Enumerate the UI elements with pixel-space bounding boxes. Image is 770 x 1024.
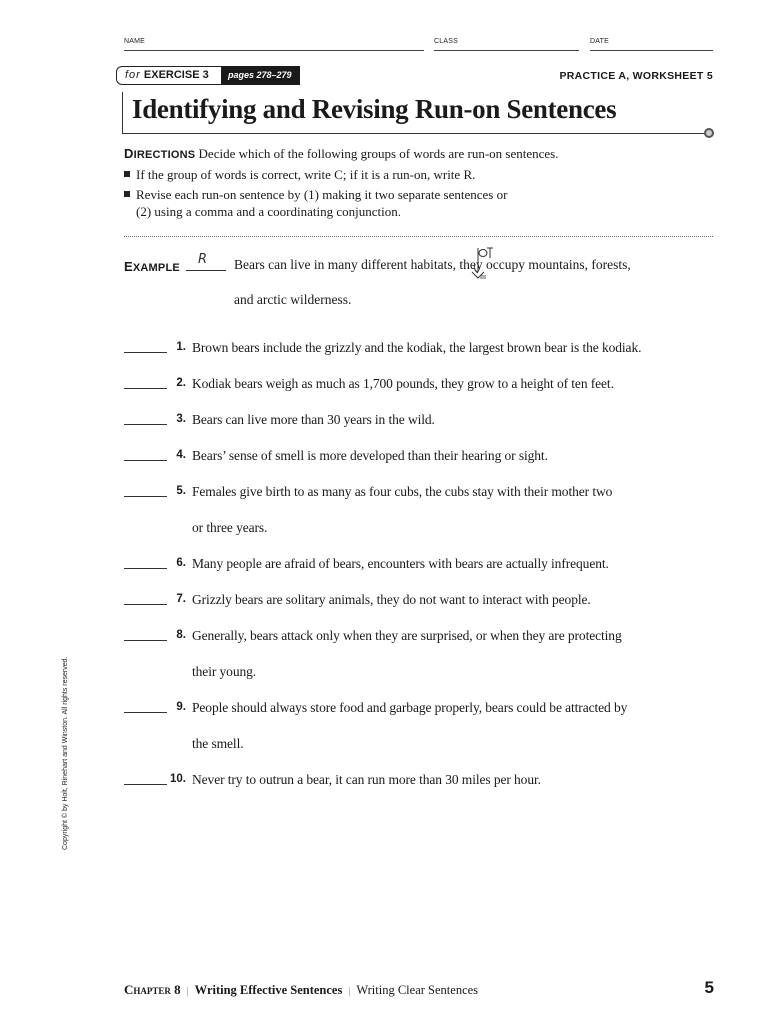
date-field-line[interactable] <box>590 50 713 51</box>
item-text: Grizzly bears are solitary animals, they do not want to interact with people. <box>192 592 591 607</box>
answer-blank[interactable] <box>124 460 167 461</box>
title-rule <box>122 133 706 134</box>
for-label: for <box>125 69 141 81</box>
example-answer: R <box>198 252 208 267</box>
practice-label: PRACTICE A, WORKSHEET 5 <box>559 70 713 82</box>
name-label: NAME <box>124 38 146 45</box>
item-number: 2. <box>176 377 186 389</box>
copyright-notice: Copyright © by Holt, Rinehart and Winston. All rights reserved. <box>62 656 69 850</box>
item-number: 4. <box>176 449 186 461</box>
answer-blank[interactable] <box>124 496 167 497</box>
title-divider-vertical <box>122 92 123 134</box>
item-text: the smell. <box>192 736 244 751</box>
example-line-1: Bears can live in many different habitats, they occupy mountains, forests, <box>234 257 631 272</box>
item-text: Brown bears include the grizzly and the kodiak, the largest brown bear is the kodiak. <box>192 340 642 355</box>
proofreading-mark-icon <box>466 242 500 282</box>
answer-blank[interactable] <box>124 352 167 353</box>
answer-blank[interactable] <box>124 388 167 389</box>
item-text: People should always store food and garbage properly, bears could be attracted by <box>192 700 628 715</box>
exercise-tab <box>116 66 222 85</box>
footer-separator: | <box>186 986 189 997</box>
directions-bullet-1: If the group of words is correct, write C; if it is a run-on, write R. <box>124 167 475 183</box>
footer-subsection: Writing Clear Sentences <box>356 983 479 997</box>
answer-blank[interactable] <box>124 424 167 425</box>
item-text: their young. <box>192 664 257 679</box>
item-number: 6. <box>176 557 186 569</box>
dotted-divider <box>124 236 713 237</box>
item-number: 5. <box>176 485 186 497</box>
directions <box>124 146 558 162</box>
item-number: 9. <box>176 701 186 713</box>
item-number: 7. <box>176 593 186 605</box>
answer-blank[interactable] <box>124 604 167 605</box>
class-field-line[interactable] <box>434 50 579 51</box>
bullet-square-icon <box>124 191 130 197</box>
item-number: 8. <box>176 629 186 641</box>
item-text: Bears can live more than 30 years in the wild. <box>192 412 435 427</box>
class-label: CLASS <box>434 38 458 45</box>
page-title: Identifying and Revising Run-on Sentences <box>132 94 617 124</box>
answer-blank[interactable] <box>124 640 167 641</box>
footer <box>124 982 478 998</box>
example-label: EXAMPLE <box>124 259 180 274</box>
exercise-label: EXERCISE 3 <box>143 69 209 81</box>
footer-separator: | <box>348 986 351 997</box>
footer-section: Writing Effective Sentences <box>194 983 343 997</box>
item-number: 3. <box>176 413 186 425</box>
name-field-line[interactable] <box>124 50 424 51</box>
date-label: DATE <box>590 38 609 45</box>
example-answer-blank <box>186 270 226 271</box>
page-number: 5 <box>704 978 714 997</box>
answer-blank[interactable] <box>124 568 167 569</box>
item-text: Bears’ sense of smell is more developed than their hearing or sight. <box>192 448 548 463</box>
directions-bullet-2-cont: (2) using a comma and a coordinating conjunction. <box>136 204 401 219</box>
example-line-2: and arctic wilderness. <box>234 292 352 307</box>
item-text: Generally, bears attack only when they are surprised, or when they are protecting <box>192 628 622 643</box>
footer-chapter: Chapter 8 <box>124 982 181 997</box>
pages-label: pages 278–279 <box>222 66 300 85</box>
item-number: 1. <box>176 341 186 353</box>
directions-bullet-2: Revise each run-on sentence by (1) making it two separate sentences or <box>124 187 507 203</box>
bullet-square-icon <box>124 171 130 177</box>
item-text: Kodiak bears weigh as much as 1,700 pounds, they grow to a height of ten feet. <box>192 376 614 391</box>
directions-label: DIRECTIONS <box>124 146 196 161</box>
item-text: Many people are afraid of bears, encounters with bears are actually infrequent. <box>192 556 609 571</box>
item-text: Females give birth to as many as four cubs, the cubs stay with their mother two <box>192 484 613 499</box>
answer-blank[interactable] <box>124 784 167 785</box>
item-text: Never try to outrun a bear, it can run more than 30 miles per hour. <box>192 772 541 787</box>
answer-blank[interactable] <box>124 712 167 713</box>
item-number: 10. <box>170 773 186 785</box>
item-text: or three years. <box>192 520 268 535</box>
directions-text: Decide which of the following groups of words are run-on sentences. <box>198 146 559 161</box>
rule-end-dot-icon <box>704 128 714 138</box>
